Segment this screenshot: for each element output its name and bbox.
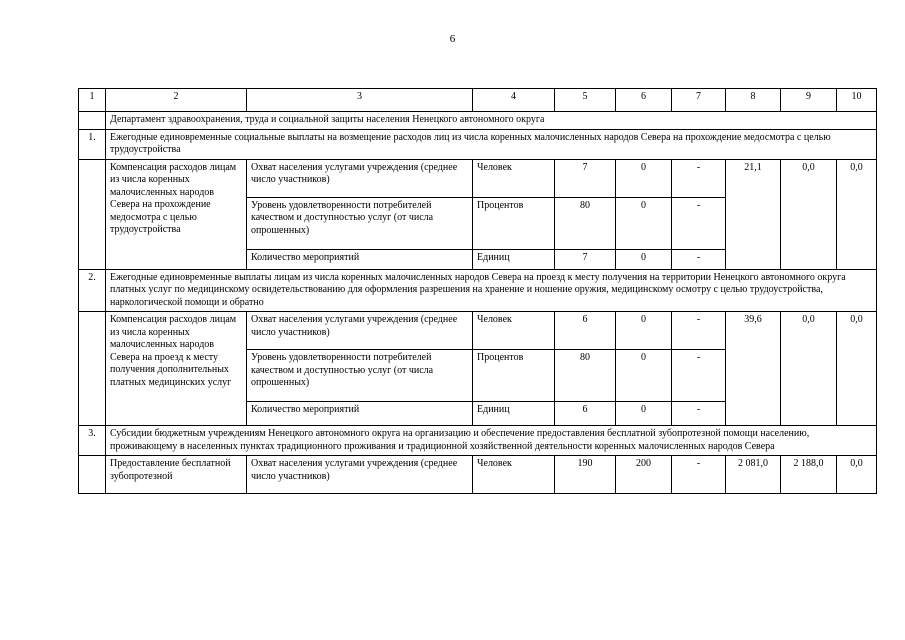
- table-row: [79, 312, 877, 350]
- value-cell: -: [672, 249, 726, 269]
- value-cell: 200: [616, 456, 672, 494]
- indicator-name: Уровень удовлетворенности потребителей качеством и доступностью услуг (от числа опрошенных): [247, 350, 473, 402]
- value-cell: -: [672, 350, 726, 402]
- indicator-unit: Человек: [473, 159, 555, 197]
- indicator-name: Охват населения услугами учреждения (среднее число участников): [247, 456, 473, 494]
- value-cell: -: [672, 402, 726, 426]
- indicator-name: Уровень удовлетворенности потребителей качеством и доступностью услуг (от числа опрошенных): [247, 197, 473, 249]
- value-cell: 0: [616, 312, 672, 350]
- measure-name: Компенсация расходов лицам из числа коренных малочисленных народов Севера на прохождение медосмотра с целью трудоустройства: [106, 159, 247, 269]
- value-cell: 0,0: [837, 159, 877, 269]
- header-cell: 1: [79, 89, 106, 112]
- value-cell: 6: [555, 402, 616, 426]
- value-cell: 0,0: [837, 456, 877, 494]
- section-number: 3.: [79, 426, 106, 456]
- value-cell: 80: [555, 197, 616, 249]
- value-cell: 80: [555, 350, 616, 402]
- header-row: [79, 89, 877, 112]
- program-table: [78, 88, 877, 494]
- value-cell: -: [672, 159, 726, 197]
- value-cell: 0: [616, 402, 672, 426]
- value-cell: 190: [555, 456, 616, 494]
- header-cell: 10: [837, 89, 877, 112]
- table-row: [79, 456, 877, 494]
- indicator-unit: Человек: [473, 456, 555, 494]
- value-cell: 0: [616, 197, 672, 249]
- indicator-name: Количество мероприятий: [247, 402, 473, 426]
- indicator-name: Охват населения услугами учреждения (среднее число участников): [247, 312, 473, 350]
- value-cell: 2 188,0: [781, 456, 837, 494]
- indicator-unit: Единиц: [473, 402, 555, 426]
- value-cell: 6: [555, 312, 616, 350]
- indicator-name: Количество мероприятий: [247, 249, 473, 269]
- header-cell: 3: [247, 89, 473, 112]
- value-cell: 21,1: [726, 159, 781, 269]
- indicator-unit: Процентов: [473, 350, 555, 402]
- value-cell: 0,0: [781, 312, 837, 426]
- section-title: Субсидии бюджетным учреждениям Ненецкого автономного округа на организацию и обеспечение предоставления бесплатной зубопротезной помощи населению, проживающему в населенных пунктах традиционного проживания и традиционной хозяйственной деятельности коренных малочисленных народов Севера: [106, 426, 877, 456]
- section-title: Ежегодные единовременные социальные выплаты на возмещение расходов лиц из числа коренных малочисленных народов Севера на прохождение медосмотра с целью трудоустройства: [106, 129, 877, 159]
- section-row: [79, 129, 877, 159]
- header-cell: 6: [616, 89, 672, 112]
- value-cell: 0: [616, 350, 672, 402]
- header-cell: 2: [106, 89, 247, 112]
- measure-name: Предоставление бесплатной зубопротезной: [106, 456, 247, 494]
- value-cell: 0,0: [781, 159, 837, 269]
- value-cell: 2 081,0: [726, 456, 781, 494]
- section-number: 2.: [79, 269, 106, 312]
- value-cell: 0: [616, 249, 672, 269]
- section-number: 1.: [79, 129, 106, 159]
- value-cell: 0,0: [837, 312, 877, 426]
- value-cell: 39,6: [726, 312, 781, 426]
- department-title: Департамент здравоохранения, труда и социальной защиты населения Ненецкого автономного округа: [106, 112, 877, 130]
- value-cell: -: [672, 197, 726, 249]
- section-row: [79, 269, 877, 312]
- section-title: Ежегодные единовременные выплаты лицам из числа коренных малочисленных народов Севера на проезд к месту получения на территории Ненецкого автономного округа платных услуг по медицинскому освидетельствованию для оформления разрешения на хранение и ношение оружия, медицинскому осмотру с целью трудоустройства, наркологической помощи и обратно: [106, 269, 877, 312]
- measure-name: Компенсация расходов лицам из числа коренных малочисленных народов Севера на проезд к месту получения дополнительных платных медицинских услуг: [106, 312, 247, 426]
- value-cell: -: [672, 312, 726, 350]
- indicator-unit: Человек: [473, 312, 555, 350]
- value-cell: 7: [555, 159, 616, 197]
- header-cell: 5: [555, 89, 616, 112]
- value-cell: 0: [616, 159, 672, 197]
- indicator-name: Охват населения услугами учреждения (среднее число участников): [247, 159, 473, 197]
- header-cell: 7: [672, 89, 726, 112]
- page-number: 6: [449, 33, 456, 45]
- value-cell: 7: [555, 249, 616, 269]
- indicator-unit: Единиц: [473, 249, 555, 269]
- header-cell: 8: [726, 89, 781, 112]
- department-row: [79, 112, 877, 130]
- section-row: [79, 426, 877, 456]
- header-cell: 9: [781, 89, 837, 112]
- table-row: [79, 159, 877, 197]
- value-cell: -: [672, 456, 726, 494]
- indicator-unit: Процентов: [473, 197, 555, 249]
- header-cell: 4: [473, 89, 555, 112]
